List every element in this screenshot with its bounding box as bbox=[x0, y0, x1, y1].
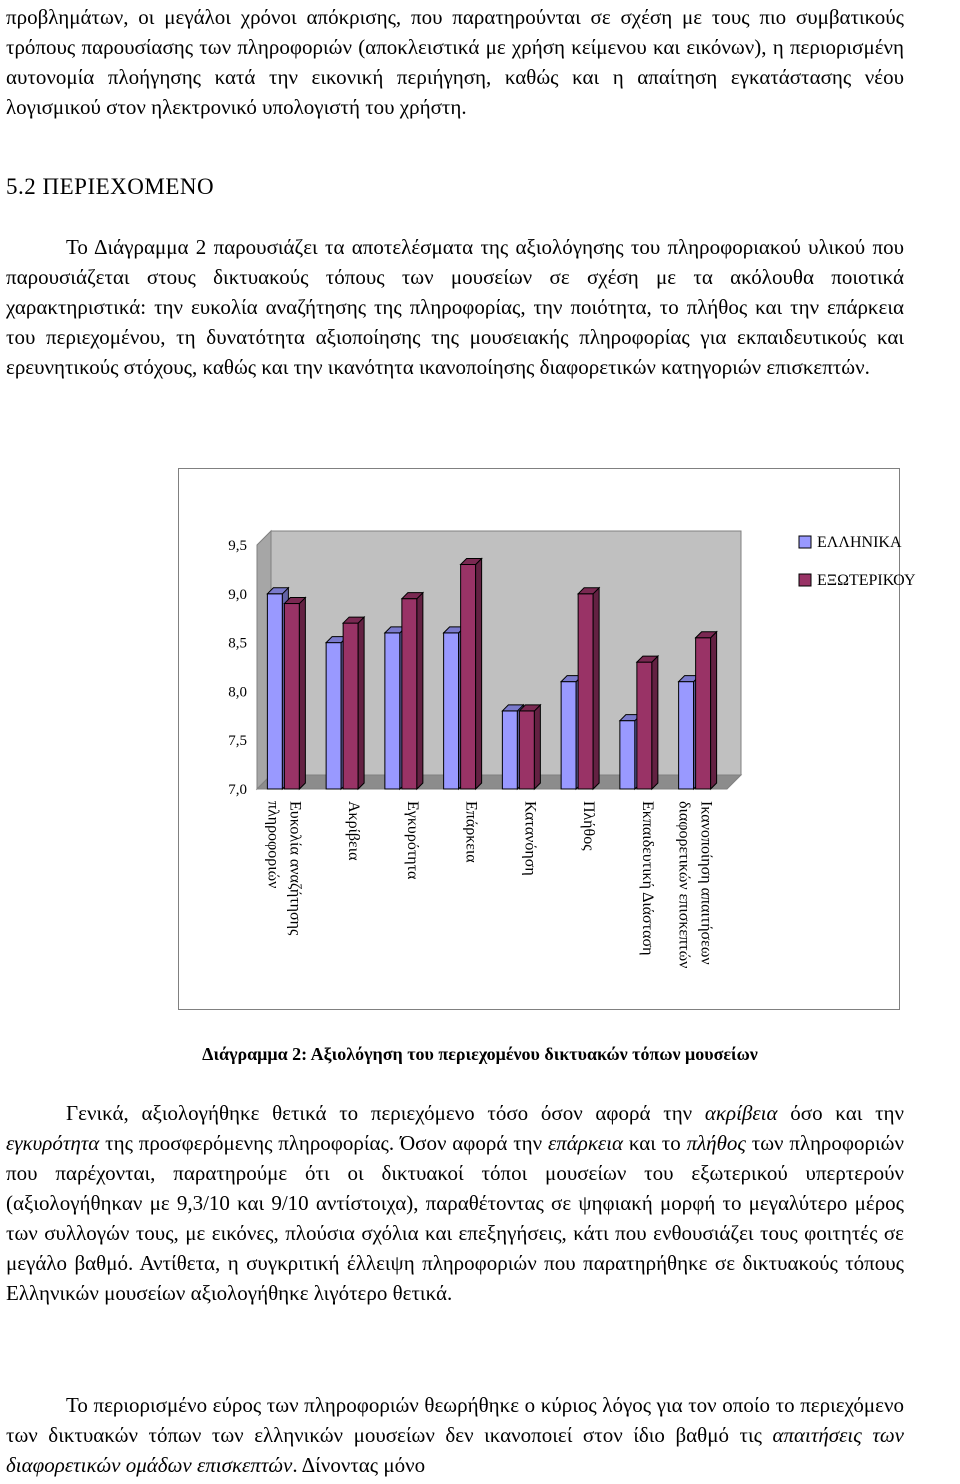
y-tick-label: 7,5 bbox=[228, 733, 247, 750]
bar-foreign bbox=[284, 604, 299, 789]
bar-greek bbox=[502, 711, 517, 789]
x-category-label: Πλήθος bbox=[580, 801, 598, 851]
y-tick-label: 9,0 bbox=[228, 586, 247, 603]
bar-side-face bbox=[299, 598, 305, 789]
bar-side-face bbox=[417, 593, 423, 789]
bar-greek bbox=[561, 682, 576, 789]
section-heading: 5.2 ΠΕΡΙΕΧΟΜΕΝΟ bbox=[6, 174, 215, 199]
bar-side-face bbox=[711, 632, 717, 789]
x-category-label: Ακρίβεια bbox=[345, 801, 363, 861]
bar-side-face bbox=[358, 617, 364, 789]
x-category-label: διαφορετικών επισκεπτών bbox=[675, 801, 693, 969]
y-tick-label: 8,5 bbox=[228, 635, 247, 652]
bar-side-face bbox=[652, 656, 658, 789]
evaluation-paragraph: Γενικά, αξιολογήθηκε θετικά το περιεχόμενο τόσο όσον αφορά την ακρίβεια όσο και την εγκυρότητα της προσφερόμενης πληροφορίας. Όσον αφορά την επάρκεια και το πλήθος των πληροφοριών που παρέχονται, παρατηρούμε ότι οι δικτυακοί τόποι μουσείων του εξωτερικού υπερτερούν (αξιολογήθηκαν με 9,3/10 και 9/10 αντίστοιχα), παραθέτοντας σε ψηφιακή μορφή το μεγαλύτερο μέρος των συλλογών τους, με εικόνες, πλούσια σχόλια και επεξηγήσεις, κάτι που ενθουσιάζει τους φοιτητές σε μεγάλο βαθμό. Αντίθετα, η συγκριτική έλλειψη πληροφοριών που παρατηρήθηκε σε δικτυακούς τόπους Ελληνικών μουσείων αξιολογήθηκε λιγότερο θετικά. bbox=[6, 1101, 904, 1305]
bar-side-face bbox=[534, 705, 540, 789]
legend-swatch bbox=[799, 536, 811, 548]
legend-label: ΕΛΛΗΝΙΚΑ bbox=[817, 534, 902, 551]
y-tick-label: 9,5 bbox=[228, 538, 247, 554]
y-tick-label: 7,0 bbox=[228, 782, 247, 798]
x-category-label: Εγκυρότητα bbox=[403, 801, 421, 880]
legend-label: ΕΞΩΤΕΡΙΚΟΥ bbox=[817, 572, 916, 589]
bar-foreign bbox=[343, 623, 358, 789]
bar-greek bbox=[326, 643, 341, 789]
x-category-label: Ικανοποίηση απαιτήσεων bbox=[697, 801, 715, 965]
bar-foreign bbox=[461, 565, 476, 789]
y-tick-label: 8,0 bbox=[228, 684, 247, 701]
bar-greek bbox=[620, 721, 635, 789]
bar-foreign bbox=[402, 599, 417, 789]
bar-side-face bbox=[593, 588, 599, 789]
content-paragraph: Το Διάγραμμα 2 παρουσιάζει τα αποτελέσματα της αξιολόγησης του πληροφοριακού υλικού που παρουσιάζεται στους δικτυακούς τόπους των μουσείων σε σχέση με τα ακόλουθα ποιοτικά χαρακτηριστικά: την ευκολία αναζήτησης της πληροφορίας, την ποιότητα, το πλήθος και την επάρκεια του περιεχομένου, τη δυνατότητα αξιοποίησης της μουσειακής πληροφορίας για εκπαιδευτικούς και ερευνητικούς στόχους, καθώς και την ικανότητα ικανοποίησης διαφορετικών κατηγοριών επισκεπτών. bbox=[6, 235, 904, 379]
x-category-label: Επάρκεια bbox=[462, 801, 480, 863]
figure-caption: Διάγραμμα 2: Αξιολόγηση του περιεχομένου δικτυακών τόπων μουσείων bbox=[202, 1044, 758, 1064]
x-category-label: Ευκολία αναζήτησης bbox=[286, 801, 304, 936]
x-category-label: Εκπαιδευτική Διάσταση bbox=[638, 801, 656, 956]
bar-chart bbox=[179, 469, 916, 1009]
chart-frame bbox=[178, 468, 916, 1010]
bar-greek bbox=[385, 633, 400, 789]
limitation-paragraph: Το περιορισμένο εύρος των πληροφοριών θεωρήθηκε ο κύριος λόγος για τον οποίο το περιεχόμενο των δικτυακών τόπων των ελληνικών μουσείων δεν ικανοποιεί στον ίδιο βαθμό τις απαιτήσεις των διαφορετικών ομάδων επισκεπτών. Δίνοντας μόνο bbox=[6, 1393, 904, 1477]
bar-greek bbox=[679, 682, 694, 789]
bar-foreign bbox=[519, 711, 534, 789]
bar-foreign bbox=[578, 594, 593, 789]
bar-foreign bbox=[637, 662, 652, 789]
x-category-label: πληροφοριών bbox=[264, 801, 282, 889]
x-category-label: Κατανόηση bbox=[521, 801, 539, 876]
bar-side-face bbox=[476, 559, 482, 789]
bar-greek bbox=[267, 594, 282, 789]
intro-paragraph: προβλημάτων, οι μεγάλοι χρόνοι απόκρισης, που παρατηρούνται σε σχέση με τους πιο συμβατικούς τρόπους παρουσίασης των πληροφοριών (αποκλειστικά με χρήση κείμενου και εικόνων), η περιορισμένη αυτονομία πλοήγησης κατά την εικονική περιήγηση, καθώς και η απαίτηση εγκατάστασης νέου λογισμικού στον ηλεκτρονικό υπολογιστή του χρήστη. bbox=[6, 5, 904, 119]
legend-swatch bbox=[799, 574, 811, 586]
bar-greek bbox=[444, 633, 459, 789]
bar-foreign bbox=[696, 638, 711, 789]
